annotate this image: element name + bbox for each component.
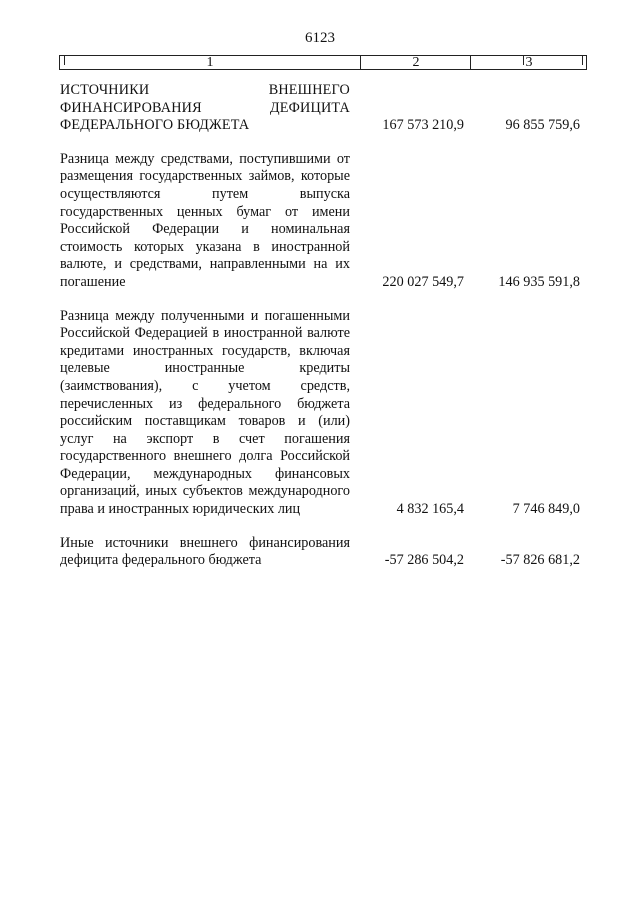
table-header-row — [59, 55, 587, 70]
header-tick — [523, 56, 524, 65]
table-row — [60, 308, 590, 519]
row-value-col3: 146 935 591,8 — [498, 273, 580, 290]
header-tick — [582, 56, 583, 65]
header-col-1: 1 — [206, 55, 214, 70]
row-value-col3: 7 746 849,0 — [512, 501, 580, 518]
row-description: ИСТОЧНИКИ ВНЕШНЕГО ФИНАНСИРОВАНИЯ ДЕФИЦИТА ФЕДЕРАЛЬНОГО БЮДЖЕТА — [60, 82, 350, 134]
header-tick — [64, 56, 65, 65]
header-col-2: 2 — [360, 56, 471, 69]
row-value-col3: 96 855 759,6 — [505, 117, 580, 134]
table-body — [60, 82, 590, 570]
row-description: Иные источники внешнего финансирования дефицита федерального бюджета — [60, 534, 350, 569]
row-value-col3: -57 826 681,2 — [500, 552, 580, 569]
row-description: Разница между полученными и погашенными Российской Федерацией в иностранной валюте кредитами иностранных государств, включая целевые иностранные кредиты (заимствования), с учетом средств, перечисленных из федерального бюджета российским поставщикам товаров и (или) услуг на экспорт в счет погашения государственного внешнего долга Российской Федерации, международных финансовых организаций, иных субъектов международного права и иностранных юридических лиц — [60, 307, 350, 518]
row-value-col2: 167 573 210,9 — [382, 117, 464, 134]
table-row — [60, 535, 590, 570]
row-value-col2: 220 027 549,7 — [382, 273, 464, 290]
row-description: Разница между средствами, поступившими от размещения государственных займов, которые осуществляются путем выпуска государственных ценных бумаг от имени Российской Федерации и номинальная стоимость которых указана в иностранной валюте, и средствами, направленными на их погашение — [60, 150, 350, 290]
table-row — [60, 82, 590, 135]
table-row — [60, 151, 590, 292]
row-value-col2: 4 832 165,4 — [396, 501, 464, 518]
row-value-col2: -57 286 504,2 — [384, 552, 464, 569]
header-col-3: 3 — [470, 56, 587, 69]
page-number: 6123 — [305, 30, 335, 46]
